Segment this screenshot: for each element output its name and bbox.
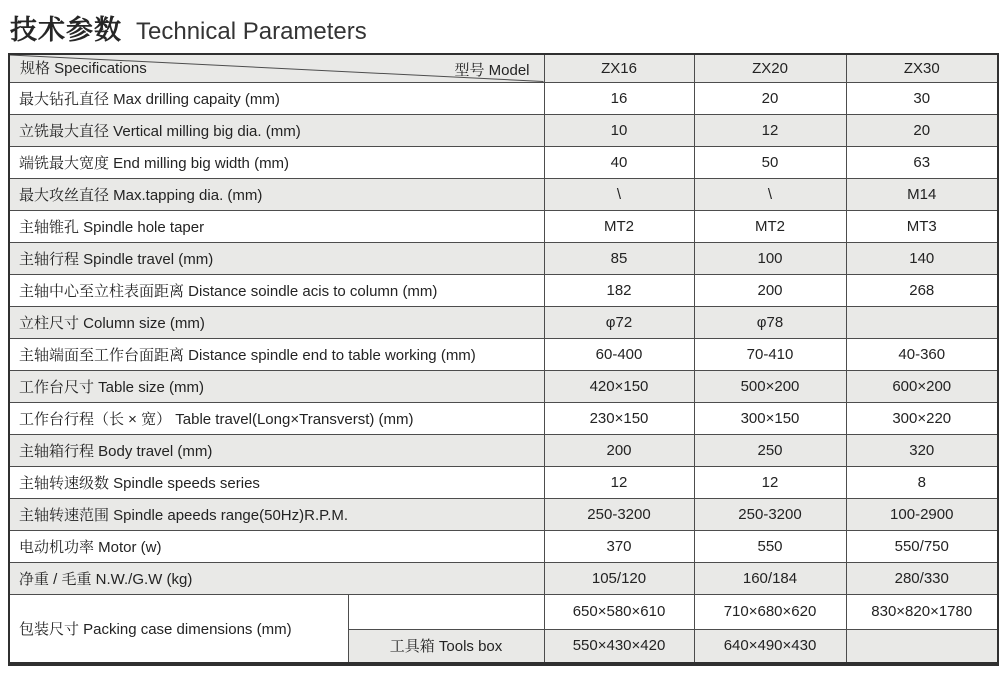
packing-value [846, 629, 998, 664]
row-label: 主轴锥孔 Spindle hole taper [9, 210, 544, 242]
row-value: 12 [544, 466, 694, 498]
page-title-en: Technical Parameters [136, 18, 367, 45]
row-value: MT3 [846, 210, 998, 242]
row-value: M14 [846, 178, 998, 210]
row-value: 12 [694, 466, 846, 498]
row-label: 端铣最大宽度 End milling big width (mm) [9, 146, 544, 178]
packing-section [9, 594, 998, 664]
row-value: 12 [694, 114, 846, 146]
page-title-zh: 技术参数 [10, 15, 122, 45]
table-row [9, 146, 998, 178]
packing-value: 710×680×620 [694, 594, 846, 629]
row-value: 105/120 [544, 562, 694, 594]
row-value: MT2 [694, 210, 846, 242]
row-value: 320 [846, 434, 998, 466]
specifications-label: 规格 Specifications [20, 59, 147, 77]
row-value: 500×200 [694, 370, 846, 402]
row-value: 70-410 [694, 338, 846, 370]
row-label: 立柱尺寸 Column size (mm) [9, 306, 544, 338]
row-label: 最大攻丝直径 Max.tapping dia. (mm) [9, 178, 544, 210]
row-value: 100-2900 [846, 498, 998, 530]
packing-value: 650×580×610 [544, 594, 694, 629]
row-value: 140 [846, 242, 998, 274]
row-label: 主轴转速级数 Spindle speeds series [9, 466, 544, 498]
row-label: 主轴箱行程 Body travel (mm) [9, 434, 544, 466]
row-value: 20 [846, 114, 998, 146]
row-value: 16 [544, 82, 694, 114]
page-title [10, 8, 367, 47]
row-value: 420×150 [544, 370, 694, 402]
row-value: 370 [544, 530, 694, 562]
row-value: 8 [846, 466, 998, 498]
row-value: \ [544, 178, 694, 210]
packing-label: 包装尺寸 Packing case dimensions (mm) [9, 594, 348, 664]
row-value: 300×220 [846, 402, 998, 434]
row-label: 主轴中心至立柱表面距离 Distance soindle acis to column (mm) [9, 274, 544, 306]
row-value: 250-3200 [544, 498, 694, 530]
column-header-zx16: ZX16 [544, 54, 694, 82]
table-body [9, 82, 998, 594]
table-row [9, 498, 998, 530]
packing-row-machine [9, 594, 998, 629]
row-label: 主轴转速范围 Spindle apeeds range(50Hz)R.P.M. [9, 498, 544, 530]
table-row [9, 466, 998, 498]
row-value: 230×150 [544, 402, 694, 434]
row-value: 200 [544, 434, 694, 466]
row-value: 182 [544, 274, 694, 306]
row-label: 最大钻孔直径 Max drilling capaity (mm) [9, 82, 544, 114]
spec-table [8, 53, 999, 666]
row-value: 50 [694, 146, 846, 178]
row-value: 550/750 [846, 530, 998, 562]
row-value: MT2 [544, 210, 694, 242]
row-value: 40-360 [846, 338, 998, 370]
row-value: 60-400 [544, 338, 694, 370]
table-row [9, 434, 998, 466]
row-label: 主轴行程 Spindle travel (mm) [9, 242, 544, 274]
packing-value: 640×490×430 [694, 629, 846, 664]
row-value: 600×200 [846, 370, 998, 402]
row-value: 85 [544, 242, 694, 274]
table-row [9, 530, 998, 562]
table-row [9, 306, 998, 338]
row-label: 立铣最大直径 Vertical milling big dia. (mm) [9, 114, 544, 146]
packing-sub-label-empty [348, 594, 544, 629]
row-value: 100 [694, 242, 846, 274]
table-row [9, 210, 998, 242]
table-row [9, 114, 998, 146]
packing-value: 830×820×1780 [846, 594, 998, 629]
row-value: 10 [544, 114, 694, 146]
row-value: 250-3200 [694, 498, 846, 530]
table-row [9, 242, 998, 274]
row-value: 280/330 [846, 562, 998, 594]
model-label: 型号 Model [454, 62, 530, 79]
row-value: 160/184 [694, 562, 846, 594]
row-value: 300×150 [694, 402, 846, 434]
table-row [9, 370, 998, 402]
row-value [846, 306, 998, 338]
table-row [9, 562, 998, 594]
column-header-zx20: ZX20 [694, 54, 846, 82]
table-row [9, 338, 998, 370]
row-value: 40 [544, 146, 694, 178]
row-label: 净重 / 毛重 N.W./G.W (kg) [9, 562, 544, 594]
row-value: 550 [694, 530, 846, 562]
packing-value: 550×430×420 [544, 629, 694, 664]
table-header [9, 54, 998, 82]
row-value: φ78 [694, 306, 846, 338]
row-label: 工作台行程（长 × 宽） Table travel(Long×Transverst) (mm) [9, 402, 544, 434]
table-row [9, 178, 998, 210]
table-row [9, 402, 998, 434]
row-value: \ [694, 178, 846, 210]
row-label: 工作台尺寸 Table size (mm) [9, 370, 544, 402]
table-row [9, 274, 998, 306]
tools-box-label: 工具箱 Tools box [348, 629, 544, 664]
row-label: 主轴端面至工作台面距离 Distance spindle end to table working (mm) [9, 338, 544, 370]
row-value: 200 [694, 274, 846, 306]
row-value: 63 [846, 146, 998, 178]
column-header-zx30: ZX30 [846, 54, 998, 82]
row-value: 250 [694, 434, 846, 466]
table-header-row [9, 54, 998, 82]
table-row [9, 82, 998, 114]
row-label: 电动机功率 Motor (w) [9, 530, 544, 562]
row-value: 20 [694, 82, 846, 114]
row-value: 268 [846, 274, 998, 306]
corner-cell [9, 54, 544, 82]
row-value: φ72 [544, 306, 694, 338]
row-value: 30 [846, 82, 998, 114]
